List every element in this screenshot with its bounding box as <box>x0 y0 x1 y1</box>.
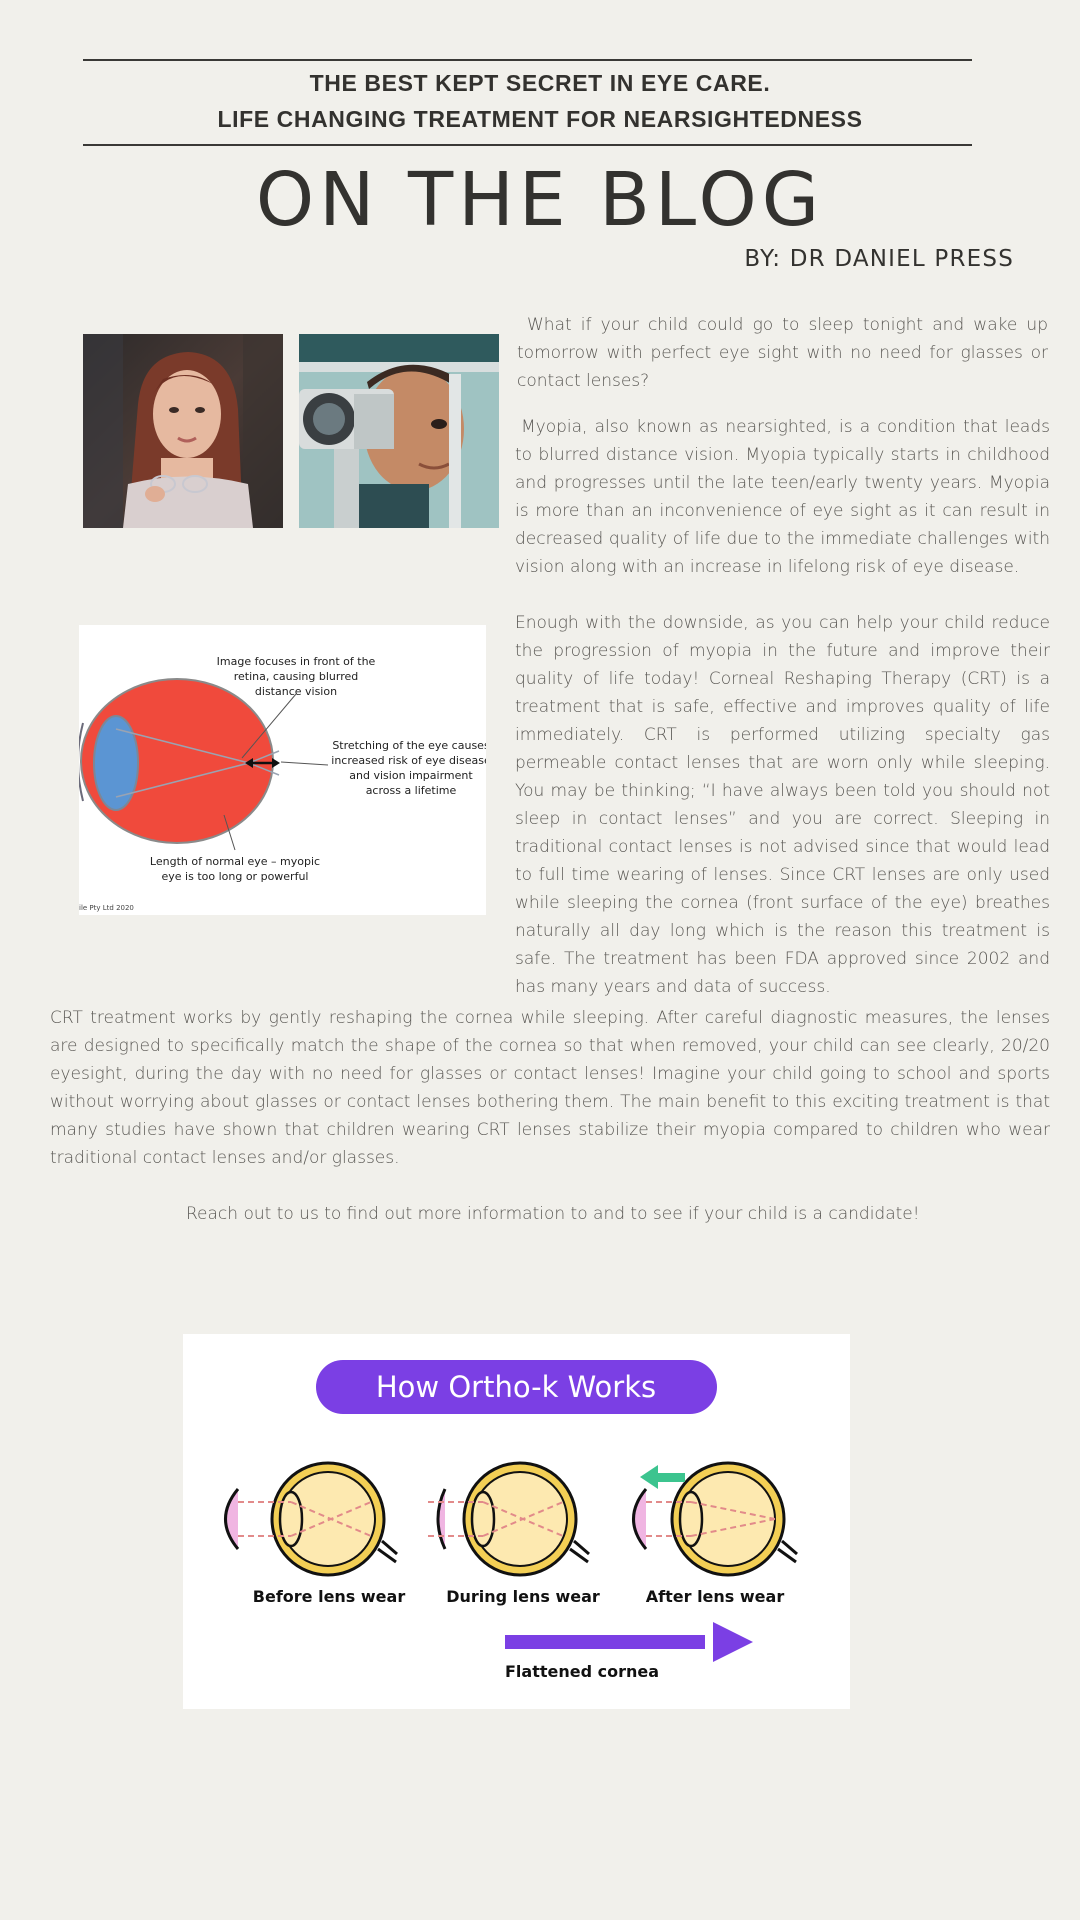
diagram-label-stretch-2: increased risk of eye disease <box>331 754 486 767</box>
page-title: ON THE BLOG <box>255 157 825 243</box>
header-tagline-2: LIFE CHANGING TREATMENT FOR NEARSIGHTEDNESS <box>217 106 863 132</box>
diagram-label-stretch-4: across a lifetime <box>365 784 457 797</box>
header-tagline-1: THE BEST KEPT SECRET IN EYE CARE. <box>309 70 771 96</box>
green-arrow-left-icon <box>640 1465 685 1489</box>
label-during-lens-wear: During lens wear <box>446 1587 600 1606</box>
boy-eye-exam-photo <box>299 334 499 528</box>
call-to-action: Reach out to us to find out more information to and to see if your child is a candidate! <box>186 1204 920 1224</box>
label-after-lens-wear: After lens wear <box>645 1587 785 1606</box>
crt-paragraph: CRT treatment works by gently reshaping the cornea while sleeping. After careful diagnostic measures, the lenses are designed to specifically match the shape of the cornea so that when removed, your child can see clearly, 20/20 eyesight, during the day with no need for glasses or contact lenses! Imagine your child going to school and sports without worrying about glasses or contact lenses bothering them. The main benefit to this exciting treatment is that many studies have shown that children wearing CRT lenses stabilize their myopia compared to children who wear traditional contact lenses and/or glasses. <box>50 1008 1050 1168</box>
diagram-label-length-2: eye is too long or powerful <box>161 870 309 883</box>
enough-paragraph: Enough with the downside, as you can help your child reduce the progression of myopia in the future and improve their quality of life today! Corneal Reshaping Therapy (CRT) is a treatment that is safe, effective and improves quality of life immediately. CRT is performed utilizing specialty gas permeable contact lenses that are worn only while sleeping. You may be thinking; “I have always been told you should not sleep in contact lenses” and you are correct. Sleeping in traditional contact lenses is not advised since that would lead to full time wearing of lenses. Since CRT lenses are only used while sleeping the cornea (front surface of the eye) breathes naturally all day long which is the reason this treatment is safe. The treatment has been FDA approved since 2002 and has many years and data of success. <box>515 613 1050 997</box>
intro-paragraph: What if your child could go to sleep tonight and wake up tomorrow with perfect eye sight with no need for glasses or contact lenses? <box>517 315 1048 391</box>
diagram-label-stretch-1: Stretching of the eye causes <box>332 739 486 752</box>
eye-before-icon <box>226 1463 398 1575</box>
eye-during-icon <box>428 1463 589 1575</box>
label-flattened-cornea: Flattened cornea <box>505 1662 660 1681</box>
header-rule-top <box>83 59 972 61</box>
header-rule-bottom <box>83 144 972 146</box>
diagram-label-focus-2: retina, causing blurred <box>233 670 359 683</box>
purple-arrow-right-icon <box>505 1622 753 1662</box>
diagram-label-focus-1: Image focuses in front of the <box>216 655 376 668</box>
orthok-title: How Ortho-k Works <box>375 1370 657 1404</box>
diagram-credit: ile Pty Ltd 2020 <box>79 904 134 912</box>
myopia-eye-diagram <box>79 625 486 915</box>
orthok-infographic <box>183 1334 850 1709</box>
myopia-paragraph: Myopia, also known as nearsighted, is a condition that leads to blurred distance vision. Myopia typically starts in childhood and progresses until the late teen/early twenty years. Myopia is more than an inconvenience of eye sight as it can result in decreased quality of life due to the immediate challenges with vision along with an increase in lifelong risk of eye disease. <box>515 417 1050 577</box>
label-before-lens-wear: Before lens wear <box>252 1587 406 1606</box>
author-byline: BY: DR DANIEL PRESS <box>744 246 1014 272</box>
diagram-label-length-1: Length of normal eye – myopic <box>149 855 321 868</box>
girl-with-glasses-photo <box>83 334 283 528</box>
diagram-label-stretch-3: and vision impairment <box>349 769 473 782</box>
diagram-label-focus-3: distance vision <box>254 685 338 698</box>
